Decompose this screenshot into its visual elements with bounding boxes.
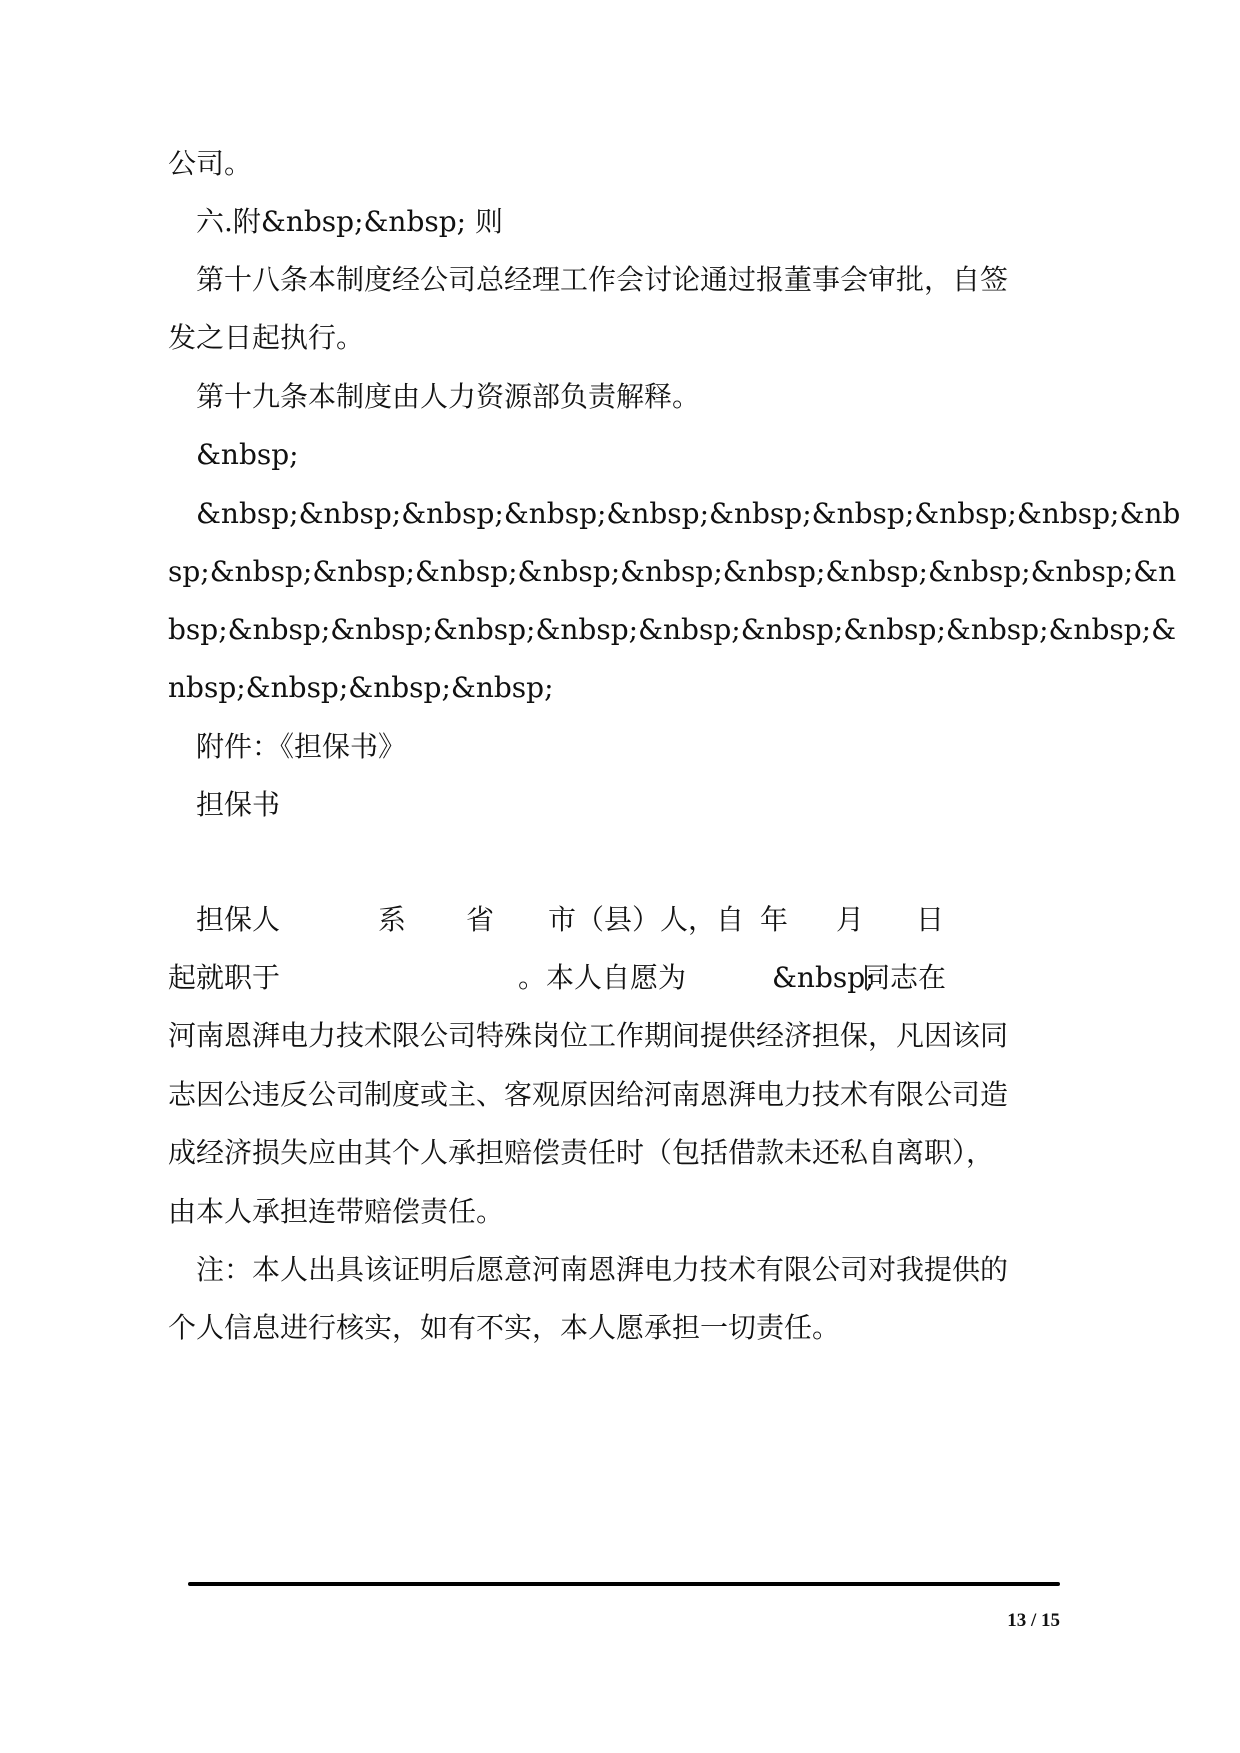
- day-label: 日: [916, 903, 945, 936]
- note-line-1: 注：本人出具该证明后愿意河南恩湃电力技术有限公司对我提供的: [196, 1253, 1009, 1286]
- xi-label: 系: [378, 903, 407, 936]
- note-line-2: 个人信息进行核实，如有不实，本人愿承担一切责任。: [168, 1311, 841, 1344]
- section-six-heading: 六.附&nbsp;&nbsp; 则: [196, 205, 504, 238]
- year-label: 年: [760, 903, 789, 936]
- nbsp-entity-run-4: nbsp;&nbsp;&nbsp;&nbsp;: [168, 671, 554, 704]
- employed-at-label: 起就职于: [168, 961, 281, 994]
- volunteer-label: 。本人自愿为: [518, 961, 687, 994]
- guarantee-body-line: 河南恩湃电力技术限公司特殊岗位工作期间提供经济担保，凡因该同: [168, 1019, 1009, 1052]
- paragraph-end-company: 公司。: [168, 147, 253, 180]
- city-county-label: 市（县）人，自: [548, 903, 745, 936]
- nbsp-entity-run-2: sp;&nbsp;&nbsp;&nbsp;&nbsp;&nbsp;&nbsp;&nbsp;&nbsp;&nbsp;&n: [168, 555, 1177, 588]
- article-19: 第十九条本制度由人力资源部负责解释。: [196, 380, 701, 413]
- nbsp-entity-run-1: &nbsp;&nbsp;&nbsp;&nbsp;&nbsp;&nbsp;&nbsp;&nbsp;&nbsp;&nb: [196, 497, 1181, 530]
- province-label: 省: [466, 903, 495, 936]
- guarantor-label: 担保人: [196, 903, 281, 936]
- guarantee-title: 担保书: [196, 788, 281, 821]
- guarantee-body-line: 成经济损失应由其个人承担赔偿责任时（包括借款未还私自离职），: [168, 1136, 995, 1169]
- month-label: 月: [836, 903, 865, 936]
- comrade-at-label: 同志在: [862, 961, 947, 994]
- article-18-line-1: 第十八条本制度经公司总经理工作会讨论通过报董事会审批，自签: [196, 263, 1009, 296]
- guarantee-body-line: 志因公违反公司制度或主、客观原因给河南恩湃电力技术有限公司造: [168, 1078, 1009, 1111]
- nbsp-entity-text: &nbsp;: [196, 438, 299, 471]
- nbsp-entity-run-3: bsp;&nbsp;&nbsp;&nbsp;&nbsp;&nbsp;&nbsp;&nbsp;&nbsp;&nbsp;&: [168, 613, 1177, 646]
- guarantee-body-line: 由本人承担连带赔偿责任。: [168, 1195, 505, 1228]
- footer-divider: [188, 1582, 1060, 1586]
- attachment-label: 附件：《担保书》: [196, 730, 407, 763]
- nbsp-entity-inline: &nbsp;: [772, 961, 875, 994]
- page-number: 13 / 15: [1007, 1610, 1060, 1631]
- article-18-line-2: 发之日起执行。: [168, 321, 365, 354]
